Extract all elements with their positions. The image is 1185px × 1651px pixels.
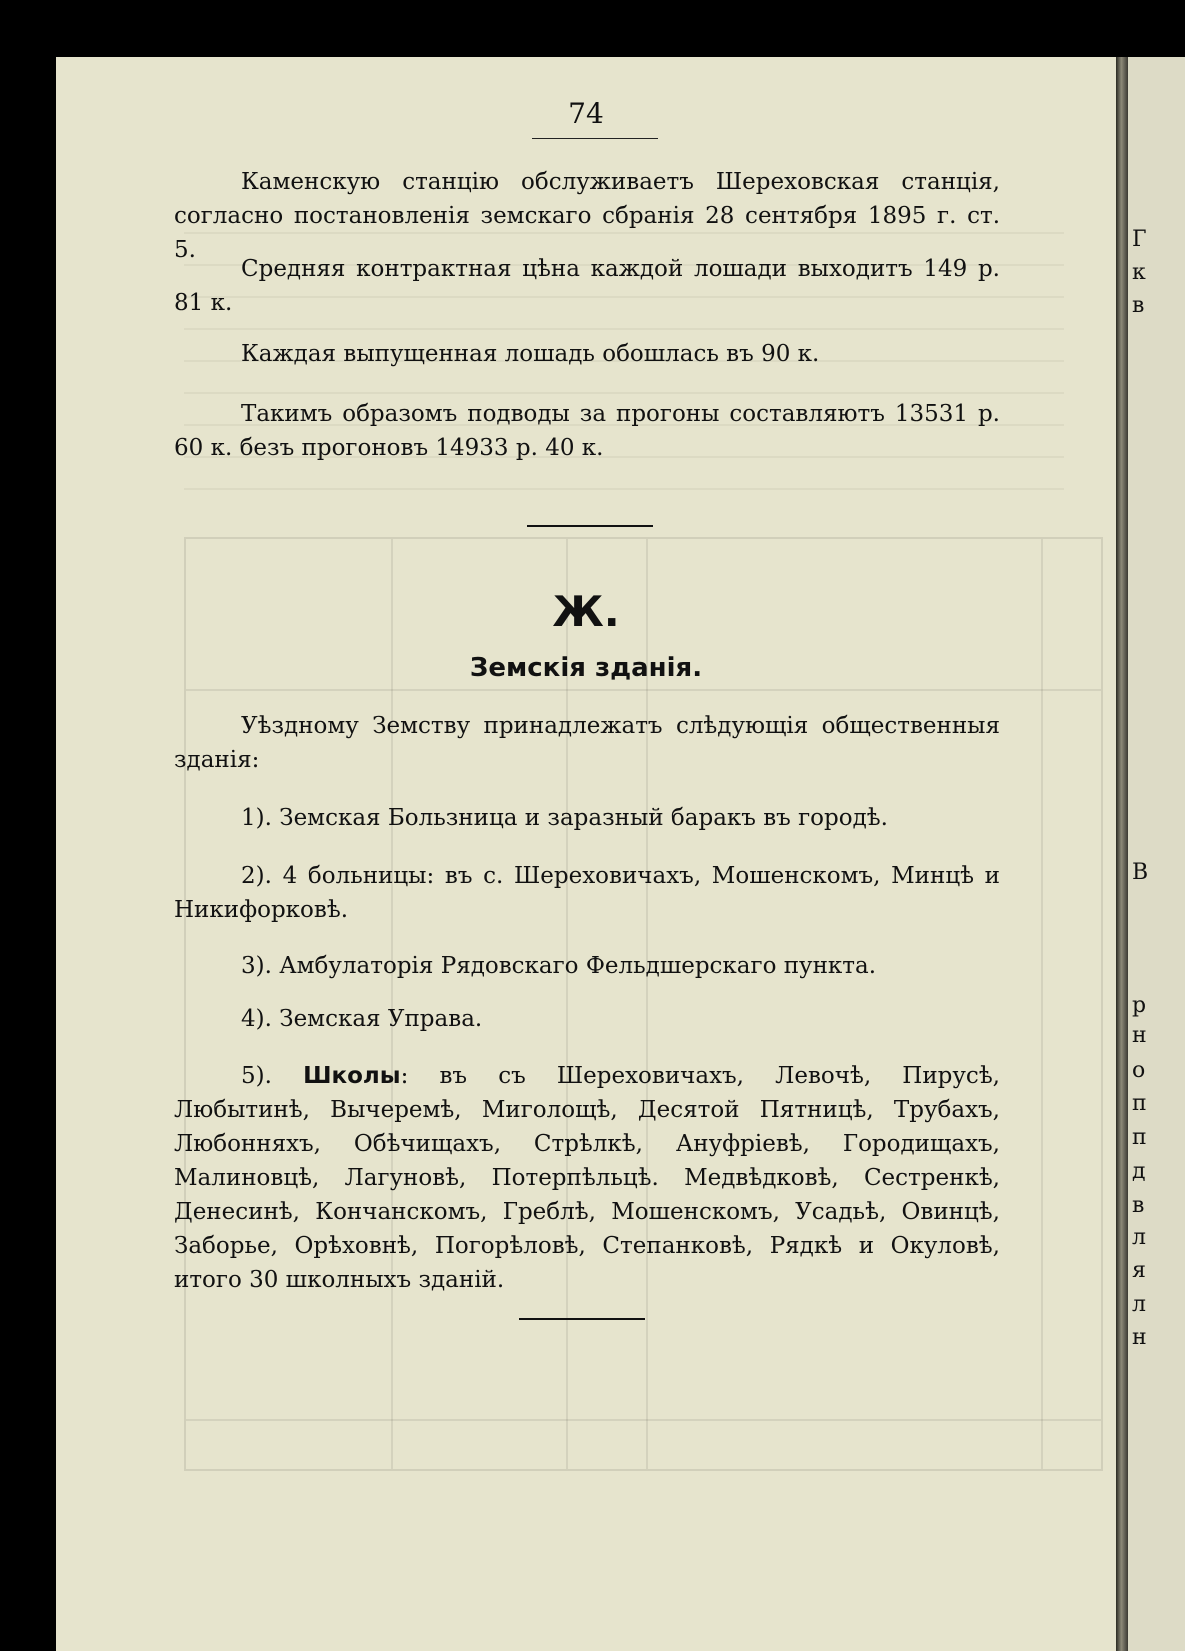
- next-page-fragment: Г: [1132, 227, 1147, 252]
- paragraph-cost: Каждая выпущенная лошадь обошлась въ 90 к.: [241, 341, 820, 367]
- next-page-fragment: в: [1132, 293, 1145, 318]
- next-page-fragment: н: [1132, 1325, 1147, 1350]
- next-page-fragment: л: [1132, 1225, 1146, 1250]
- item-number: 5).: [241, 1063, 272, 1089]
- end-separator: [519, 1318, 645, 1320]
- item-label: Школы: [303, 1063, 401, 1089]
- section-letter: Ж.: [552, 587, 620, 636]
- item-number: 2).: [241, 863, 272, 889]
- next-page-fragment: л: [1132, 1292, 1146, 1317]
- next-page-fragment: о: [1132, 1058, 1146, 1083]
- page-content: [56, 57, 1116, 1651]
- list-item: [174, 1002, 1000, 1036]
- section-separator: [527, 525, 653, 527]
- item-number: 3).: [241, 953, 272, 979]
- item-text: 4 больницы: въ с. Шереховичахъ, Мошенскомъ, Минцѣ и Никифорковѣ.: [174, 863, 1000, 923]
- next-page-edge: [1128, 57, 1185, 1651]
- item-text: Земская Бользница и заразный баракъ въ городѣ.: [279, 805, 888, 831]
- next-page-fragment: к: [1132, 260, 1146, 285]
- page-number: 74: [568, 97, 604, 130]
- next-page-fragment: р: [1132, 993, 1147, 1018]
- paragraph-price: Средняя контрактная цѣна каждой лошади выходитъ 149 р. 81 к.: [174, 256, 1000, 316]
- item-number: 1).: [241, 805, 272, 831]
- next-page-fragment: п: [1132, 1091, 1147, 1116]
- item-number: 4).: [241, 1006, 272, 1032]
- item-text: Земская Управа.: [279, 1006, 483, 1032]
- next-page-fragment: д: [1132, 1159, 1146, 1184]
- intro-paragraph: Уѣздному Земству принадлежатъ слѣдующія общественныя зданія:: [174, 713, 1000, 773]
- item-text: Амбулаторія Рядовскаго Фельдшерскаго пункта.: [279, 953, 877, 979]
- next-page-fragment: п: [1132, 1125, 1147, 1150]
- next-page-fragment: В: [1132, 860, 1149, 885]
- list-item: [174, 949, 1000, 983]
- paragraph-totals: Такимъ образомъ подводы за прогоны составляютъ 13531 р. 60 к. безъ прогоновъ 14933 р. 40 к.: [174, 401, 1000, 461]
- paragraph-station: Каменскую станцію обслуживаетъ Шереховская станція, согласно постановленія земскаго сбранія 28 сентября 1895 г. ст. 5.: [174, 169, 1000, 263]
- list-item: [174, 1059, 1000, 1297]
- next-page-fragment: в: [1132, 1193, 1145, 1218]
- list-item: [174, 859, 1000, 927]
- list-item: [174, 801, 1000, 835]
- item-text: : въ съ Шереховичахъ, Левочѣ, Пирусѣ, Любытинѣ, Вычеремѣ, Миголощѣ, Десятой Пятницѣ, Трубахъ, Любонняхъ, Обѣчищахъ, Стрѣлкѣ, Ануфріевѣ, Городищахъ, Малиновцѣ, Лагуновѣ, Потерпѣльцѣ. Медвѣдковѣ, Сестренкѣ, Денесинѣ, Кончанскомъ, Греблѣ, Мошенскомъ, Усадьѣ, Овинцѣ, Заборье, Орѣховнѣ, Погорѣловѣ, Степанковѣ, Рядкѣ и Окуловѣ, итого 30 школныхъ зданій.: [174, 1063, 1000, 1293]
- book-page: [56, 57, 1116, 1651]
- page-number-rule: [532, 138, 658, 139]
- section-title: Земскія зданія.: [469, 653, 703, 683]
- next-page-fragment: я: [1132, 1258, 1146, 1283]
- next-page-fragment: н: [1132, 1023, 1147, 1048]
- book-spine: [1116, 57, 1128, 1651]
